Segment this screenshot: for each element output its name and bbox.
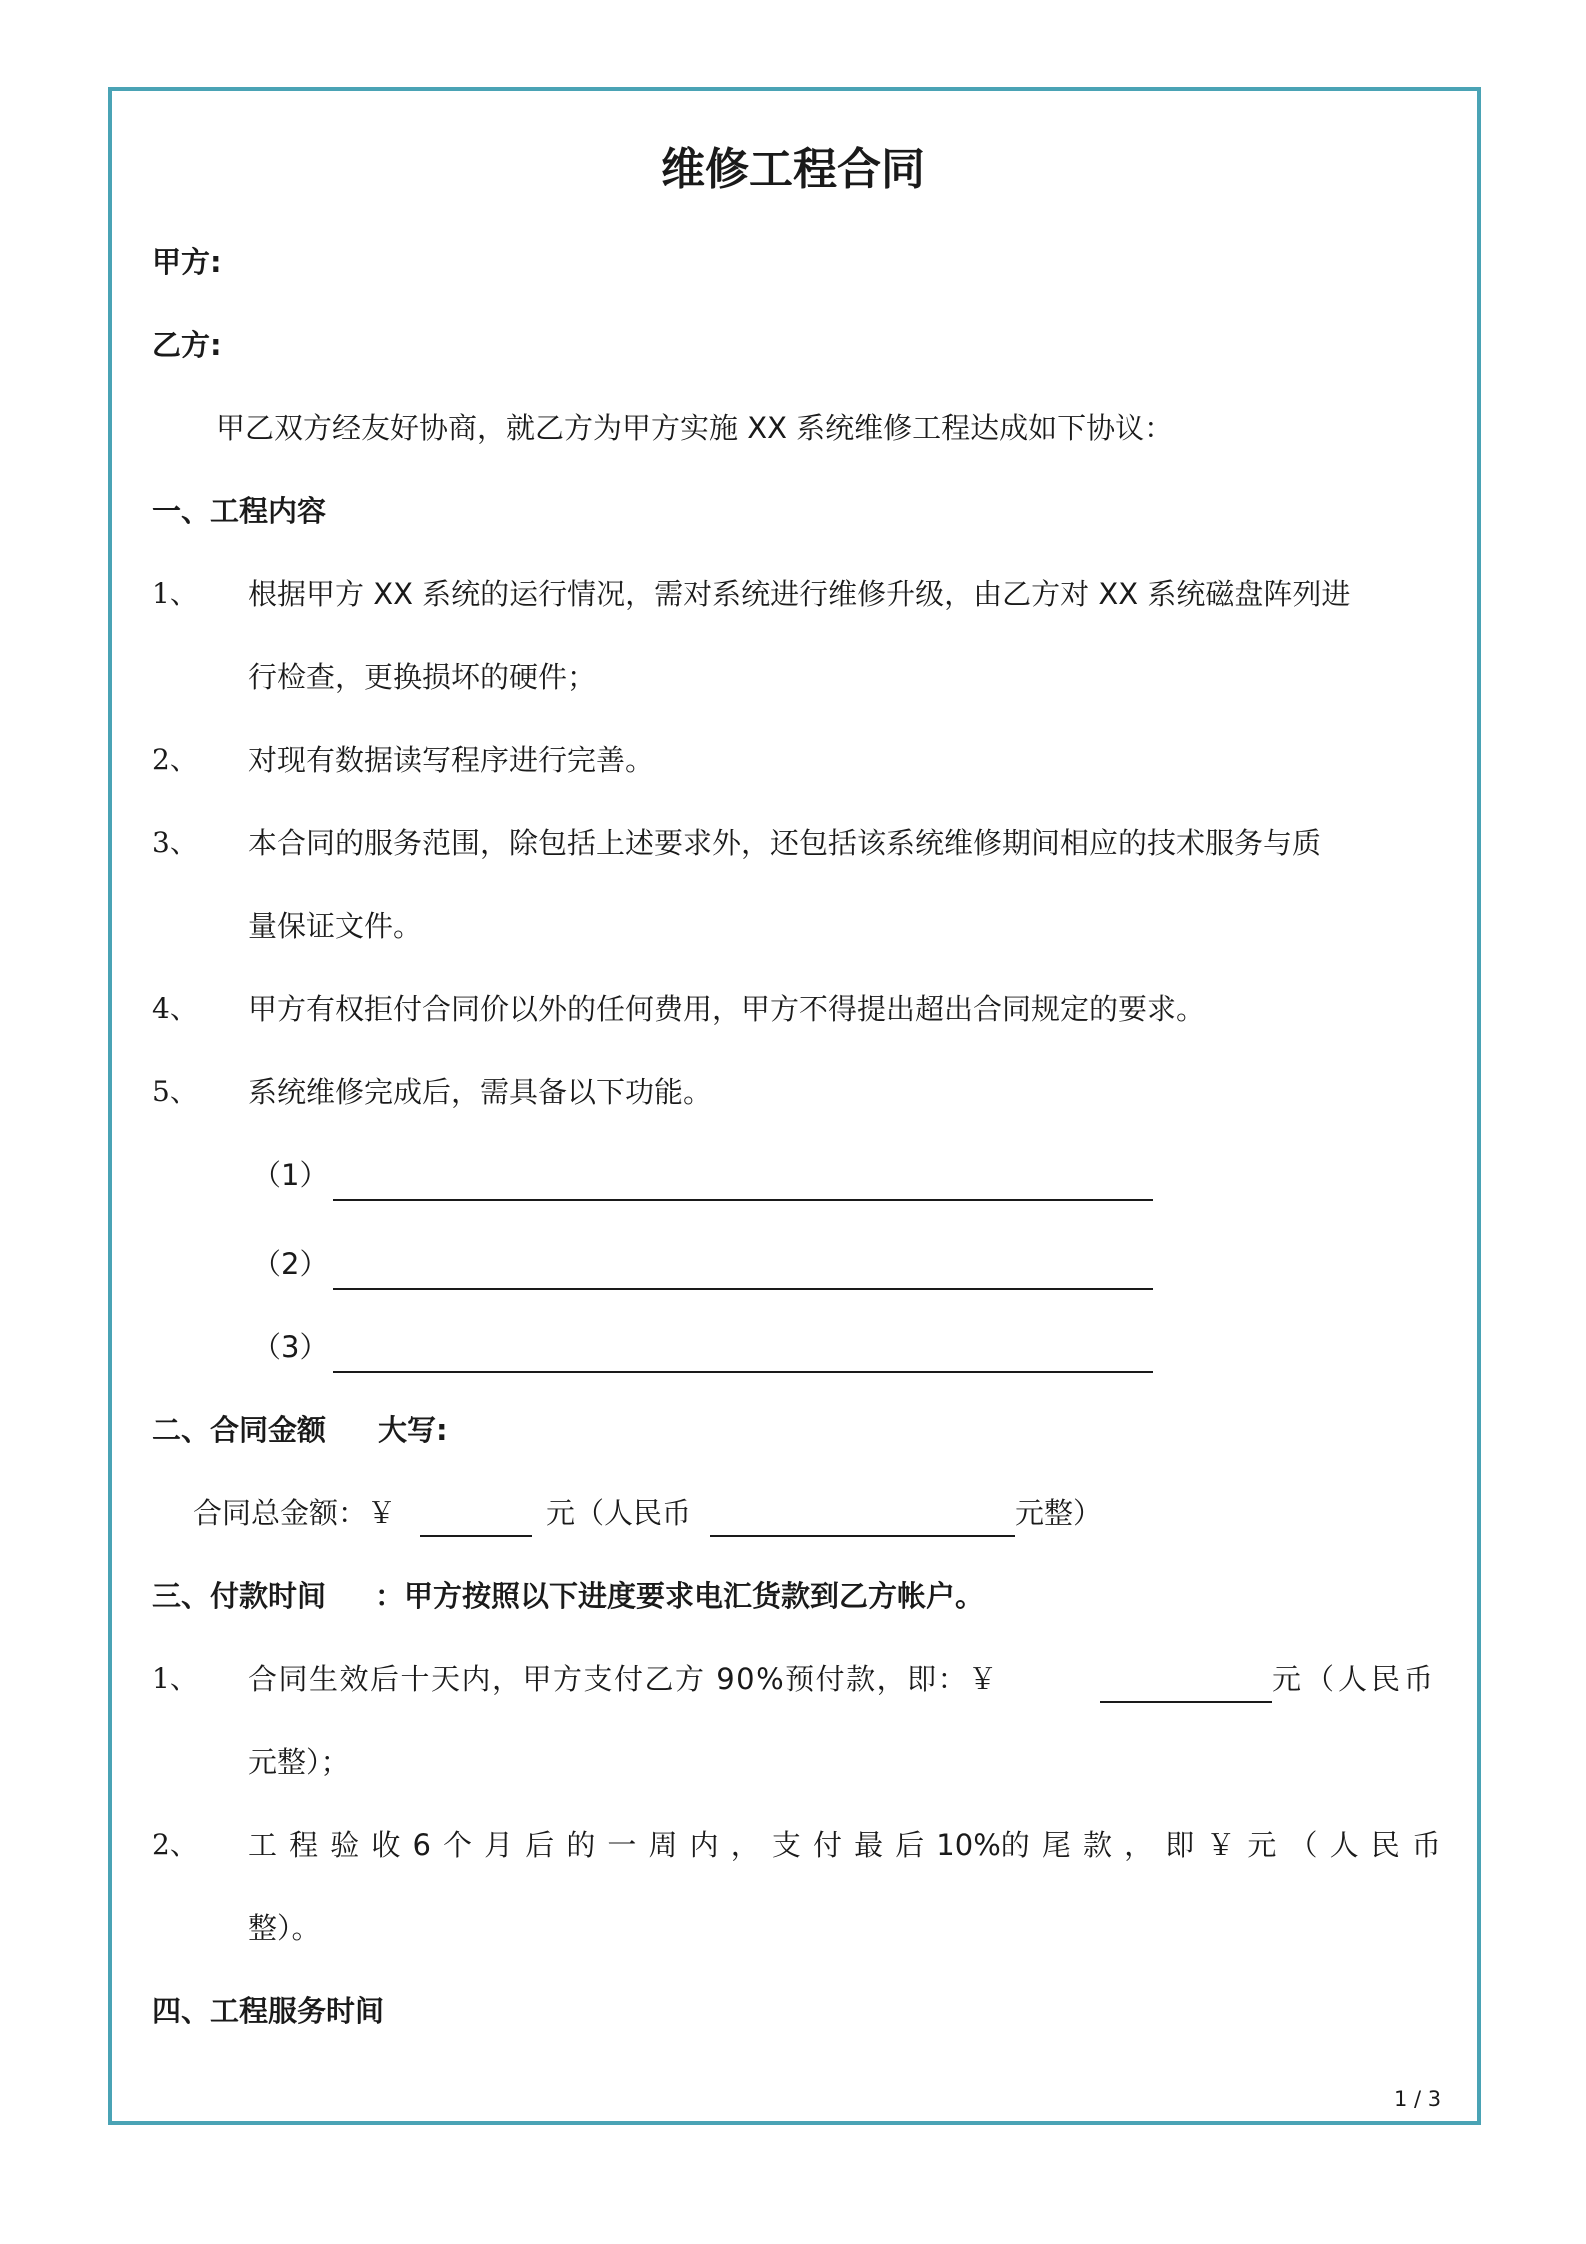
document-title: 维修工程合同 <box>661 144 925 195</box>
payment-1-text: 合同生效后十天内，甲方支付乙方 90%预付款，即：￥ <box>248 1662 999 1696</box>
item-text-continued: 量保证文件。 <box>248 909 423 943</box>
function-blank-3[interactable] <box>333 1371 1153 1373</box>
yuan-rmb-text: 元（人民币 <box>546 1496 692 1530</box>
function-label-3: （3） <box>252 1330 329 1364</box>
item-number: 2、 <box>152 1828 198 1861</box>
item-number: 1、 <box>152 577 198 610</box>
amount-in-words-label: 大写: <box>378 1413 448 1447</box>
item-text: 对现有数据读写程序进行完善。 <box>248 743 655 777</box>
section4-heading: 四、工程服务时间 <box>152 1994 385 2028</box>
item-text-continued: 行检查，更换损坏的硬件； <box>248 660 597 694</box>
intro-paragraph: 甲乙双方经友好协商，就乙方为甲方实施 XX 系统维修工程达成如下协议： <box>216 411 1174 445</box>
function-blank-2[interactable] <box>333 1288 1153 1290</box>
payment-1-rmb-text: 元（人民币 <box>1272 1662 1438 1696</box>
function-label-1: （1） <box>252 1158 329 1192</box>
item-text: 系统维修完成后，需具备以下功能。 <box>248 1075 713 1109</box>
item-number: 1、 <box>152 1662 198 1695</box>
payment-2-continued: 整）。 <box>248 1911 321 1945</box>
function-label-2: （2） <box>252 1247 329 1281</box>
item-number: 5、 <box>152 1075 198 1108</box>
payment-2-text: 工 程 验 收 6 个 月 后 的 一 周 内 ， 支 付 最 后 10%的 尾 款 ， 即 ￥ 元 （ 人 民 币 <box>248 1828 1441 1862</box>
section1-heading: 一、工程内容 <box>152 494 327 528</box>
total-amount-blank[interactable] <box>420 1535 532 1537</box>
function-blank-1[interactable] <box>333 1199 1153 1201</box>
item-text: 甲方有权拒付合同价以外的任何费用，甲方不得提出超出合同规定的要求。 <box>248 992 1206 1026</box>
payment-1-continued: 元整）； <box>248 1745 350 1779</box>
yuan-zheng-text: 元整） <box>1015 1496 1103 1530</box>
total-amount-label: 合同总金额：￥ <box>193 1496 397 1530</box>
item-number: 2、 <box>152 743 198 776</box>
section3-heading: 三、付款时间 <box>152 1579 327 1613</box>
item-number: 4、 <box>152 992 198 1025</box>
section2-heading: 二、合同金额 <box>152 1413 327 1447</box>
section3-description: ：甲方按照以下进度要求电汇货款到乙方帐户。 <box>375 1579 985 1613</box>
payment-1-amount-blank[interactable] <box>1100 1701 1272 1703</box>
party-a-label: 甲方: <box>152 245 222 279</box>
rmb-uppercase-blank[interactable] <box>710 1535 1015 1537</box>
page-number: 1 / 3 <box>1394 2087 1442 2111</box>
item-text: 根据甲方 XX 系统的运行情况，需对系统进行维修升级，由乙方对 XX 系统磁盘阵列进 <box>248 577 1351 611</box>
item-text: 本合同的服务范围，除包括上述要求外，还包括该系统维修期间相应的技术服务与质 <box>248 826 1322 860</box>
item-number: 3、 <box>152 826 198 859</box>
party-b-label: 乙方: <box>152 328 222 362</box>
